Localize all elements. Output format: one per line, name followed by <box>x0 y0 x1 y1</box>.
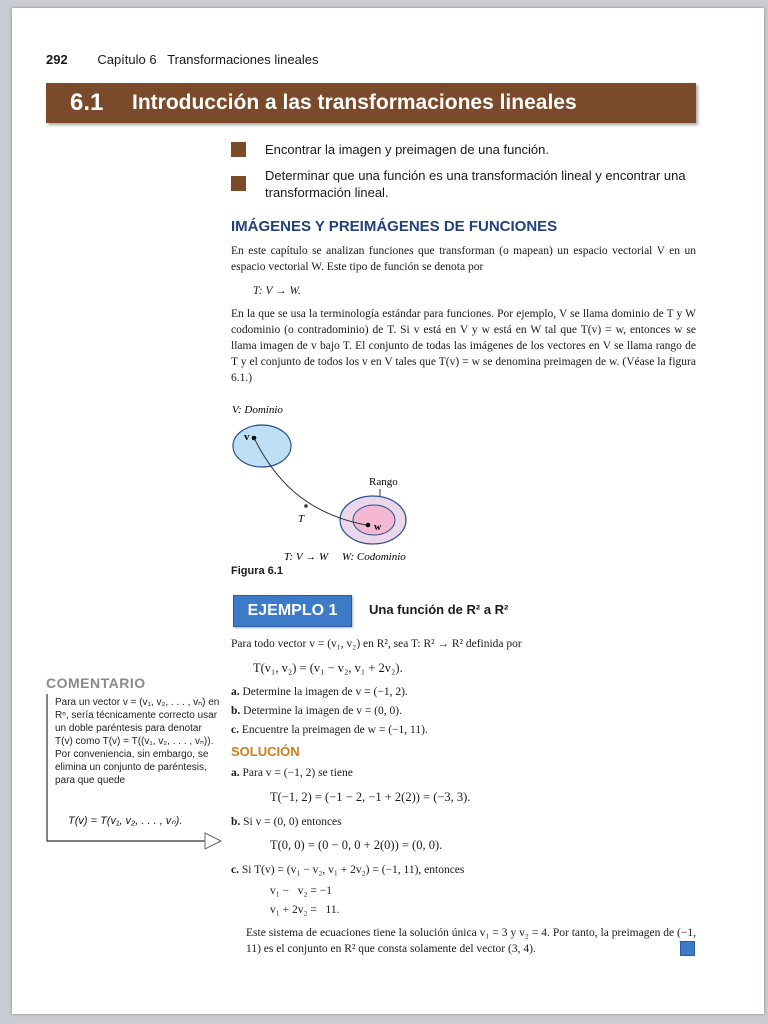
page-number: 292 <box>46 52 68 67</box>
part-label: b. <box>231 816 241 828</box>
map-label: T: V → W <box>284 551 329 563</box>
domain-ellipse <box>233 425 291 467</box>
mapping-figure <box>224 398 424 563</box>
objective-bullet-icon <box>231 176 246 191</box>
part-label: c. <box>231 864 239 876</box>
comment-body: Para un vector v = (v₁, v₂, . . . , vₙ) en Rⁿ, sería técnicamente correcto usar un doble paréntesis para denotar T(v) como T(v) = T((v₁, v₂, . . . , vₙ)). Por conveniencia, sin embargo, se elimina un conjunto de paréntesis, para que quede <box>55 697 220 786</box>
intro-paragraph: En este capítulo se analizan funciones que transforman (o mapean) un espacio vectorial V en un espacio vectorial W. Este tipo de función se denota por <box>231 245 696 273</box>
section-title: Introducción a las transformaciones lineales <box>132 91 577 114</box>
t-label: T <box>298 513 305 525</box>
example-part <box>231 722 428 738</box>
mapping-dot <box>304 504 308 508</box>
example-part <box>231 684 408 700</box>
v-label: v <box>244 431 250 443</box>
codomain-label: W: Codominio <box>342 551 406 563</box>
solution-heading: SOLUCIÓN <box>231 744 300 759</box>
chapter-label: Capítulo 6 <box>97 52 157 67</box>
comment-formula: T(v) = T(v₁, v₂, . . . , vₙ). <box>68 815 183 827</box>
solution-a-intro <box>231 765 353 781</box>
solution-conclusion: Este sistema de ecuaciones tiene la solución única v₁ = 3 y v₂ = 4. Por tanto, la preimagen de (−1, 11) es el conjunto en R² que consta solamente del vector (3, 4). <box>246 927 696 955</box>
subsection-title: IMÁGENES Y PREIMÁGENES DE FUNCIONES <box>231 218 558 235</box>
w-label: w <box>374 522 382 533</box>
figure-caption: Figura 6.1 <box>231 565 283 577</box>
section-banner <box>46 83 696 123</box>
objective-bullet-icon <box>231 142 246 157</box>
part-text: Encuentre la preimagen de w = (−1, 11). <box>241 724 428 736</box>
notation: T: V → W. <box>253 285 301 297</box>
range-label: Rango <box>369 476 398 488</box>
solution-a-equation: T(−1, 2) = (−1 − 2, −1 + 2(2)) = (−3, 3). <box>270 790 471 804</box>
domain-label: V: Dominio <box>232 404 283 416</box>
example-badge: EJEMPLO 1 <box>233 595 352 627</box>
solution-c-intro <box>231 862 464 878</box>
solution-text: Si T(v) = (v₁ − v₂, v₁ + 2v₂) = (−1, 11), entonces <box>241 864 465 876</box>
objective-item <box>231 167 696 201</box>
running-header <box>46 52 318 67</box>
example-setup: Para todo vector v = (v₁, v₂) en R², sea T: R² → R² definida por <box>231 638 522 650</box>
comment-arrow-icon <box>205 833 221 849</box>
example-part <box>231 703 402 719</box>
chapter-title: Transformaciones lineales <box>167 52 319 67</box>
part-label: a. <box>231 686 240 698</box>
part-label: a. <box>231 767 240 779</box>
part-label: b. <box>231 705 241 717</box>
example-definition: T(v₁, v₂) = (v₁ − v₂, v₁ + 2v₂). <box>253 661 403 675</box>
end-of-example-icon <box>680 941 695 956</box>
solution-c-equation-1: v₁ − v₂ = −1 <box>270 885 332 897</box>
comment-title: COMENTARIO <box>46 675 146 691</box>
w-point <box>366 523 371 528</box>
objective-item <box>231 141 696 158</box>
part-label: c. <box>231 724 239 736</box>
objective-text: Encontrar la imagen y preimagen de una función. <box>265 142 550 157</box>
solution-text: Si v = (0, 0) entonces <box>243 816 342 828</box>
definition-paragraph: En la que se usa la terminología estándar para funciones. Por ejemplo, V se llama dominio de T y W codominio (o contradominio) de T. Si v está en V y w está en W tal que T(v) = w, entonces w se llama imagen de v bajo T. El conjunto de todas las imágenes de los vectores en V se llama rango de T y el conjunto de todos los v en V tales que T(v) = w se denomina preimagen de w. (Véase la figura 6.1.) <box>231 308 696 384</box>
solution-c-equation-2: v₁ + 2v₂ = 11. <box>270 904 340 916</box>
solution-b-equation: T(0, 0) = (0 − 0, 0 + 2(0)) = (0, 0). <box>270 838 443 852</box>
part-text: Determine la imagen de v = (−1, 2). <box>242 686 408 698</box>
example-title: Una función de R² a R² <box>369 602 509 617</box>
solution-text: Para v = (−1, 2) se tiene <box>242 767 353 779</box>
part-text: Determine la imagen de v = (0, 0). <box>243 705 402 717</box>
solution-b-intro <box>231 814 342 830</box>
textbook-page <box>12 8 764 1014</box>
objective-text: Determinar que una función es una transformación lineal y encontrar una transformación lineal. <box>265 168 686 200</box>
section-number: 6.1 <box>70 89 104 116</box>
